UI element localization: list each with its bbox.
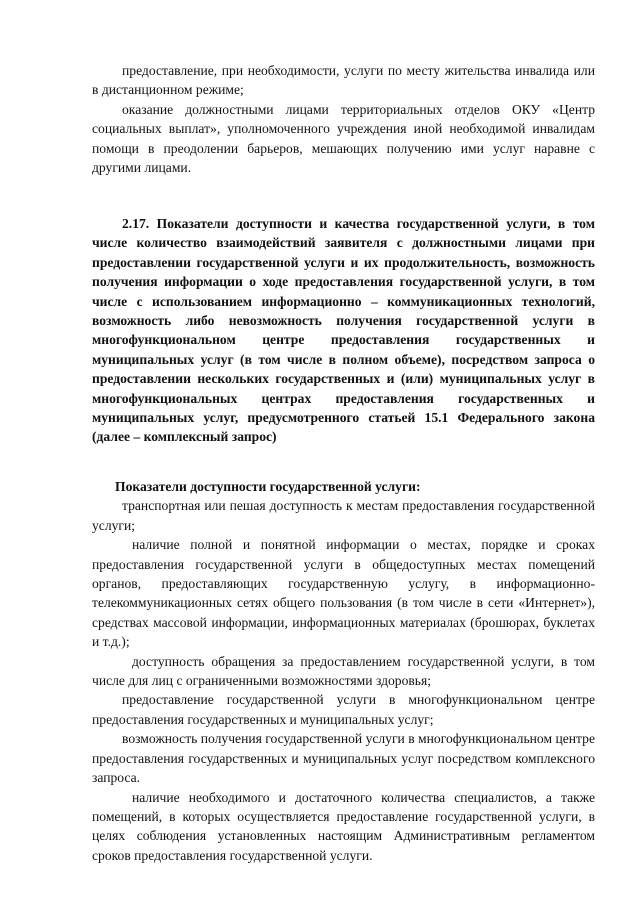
indicator-item: возможность получения государственной услуги в многофункциональном центре предоставления государственных и муниципальных услуг посредством комплексного запроса. (92, 731, 595, 786)
indicators-title: Показатели доступности государственной услуги: (115, 479, 421, 494)
indicator-item: предоставление государственной услуги в многофункциональном центре предоставления государственных и муниципальных услуг; (92, 692, 595, 727)
intro-block (92, 61, 595, 177)
indicator-item: транспортная или пешая доступность к местам предоставления государственной услуги; (92, 498, 595, 533)
indicator-item: доступность обращения за предоставлением государственной услуги, в том числе для лиц с ограниченными возможностями здоровья; (92, 653, 595, 689)
intro-paragraph-2: оказание должностными лицами территориальных отделов ОКУ «Центр социальных выплат», уполномоченного учреждения иной необходимой инвалидам помощи в преодолении барьеров, мешающих получению ими услуг наравне с другими лицами. (92, 101, 595, 176)
section-2-17-block (92, 214, 595, 447)
intro-paragraph-1: предоставление, при необходимости, услуги по месту жительства инвалида или в дистанционном режиме; (92, 63, 595, 98)
section-heading: 2.17. Показатели доступности и качества государственной услуги, в том числе количество взаимодействий заявителя с должностными лицами при предоставлении государственной услуги и их продолжительность, возможность получения информации о ходе предоставления государственной услуги, в том числе с использованием информационно – коммуникационных технологий, возможность либо невозможность получения государственной услуги в многофункциональном центре предоставления государственных и муниципальных услуг (в том числе в полном объеме), посредством запроса о предоставлении нескольких государственных и (или) муниципальных услуг в многофункциональных центрах предоставления государственных и муниципальных услуг, предусмотренного статьей 15.1 Федерального закона (далее – комплексный запрос) (92, 216, 595, 445)
indicators-block (92, 477, 595, 865)
indicator-item: наличие полной и понятной информации о местах, порядке и сроках предоставления государственной услуги в общедоступных местах помещений органов, предоставляющих государственную услугу, в информационно-телекоммуникационных сетях общего пользования (в том числе в сети «Интернет»), средствах массовой информации, информационных материалах (брошюрах, буклетах и т.д.); (92, 537, 595, 650)
indicator-item: наличие необходимого и достаточного количества специалистов, а также помещений, в которых осуществляется предоставление государственной услуги, в целях соблюдения установленных настоящим Административным регламентом сроков предоставления государственной услуги. (92, 789, 595, 863)
